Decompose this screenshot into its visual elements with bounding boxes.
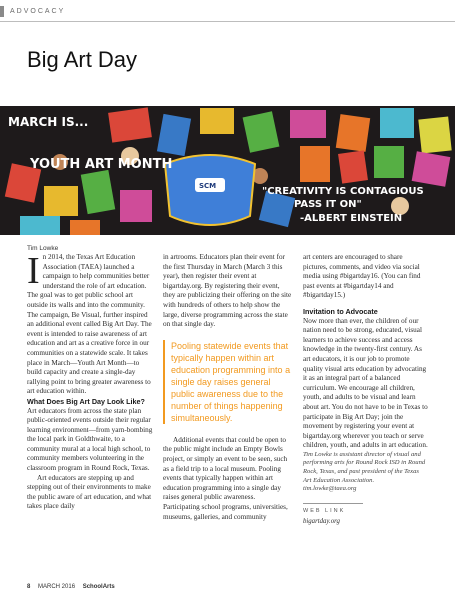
- mural-artwork: [0, 106, 455, 235]
- paragraph: in artrooms. Educators plan their event for the first Thursday in March (March 3 this year), then register their event at bigartday.org. By registering their event, they are publicizing their offering on the site with hundreds of others to help show the large, diverse programming across the state on that single day.: [163, 253, 292, 329]
- banner-quote-line-1: "CREATIVITY IS CONTAGIOUS: [262, 186, 424, 197]
- page-title: Big Art Day: [27, 47, 138, 72]
- magazine-name: SchoolArts: [82, 584, 115, 590]
- issue-date: MARCH 2016: [38, 584, 76, 590]
- intro-paragraph: In 2014, the Texas Art Education Association (TAEA) launched a campaign to help communities better understand the role of art education. The goal was to get public school art outside its walls and into the community. The campaign, Be Visual, further inspired an additional event called Big Art Day. The event is intended to raise awareness of art education and art as a creative force in our communities on a statewide scale. It takes place in March—Youth Art Month—to build capacity and create a single-day rallying point to bring greater awareness to art education within.: [27, 250, 152, 396]
- page-footer: [27, 584, 115, 590]
- article-column-1: [27, 250, 153, 512]
- web-link-label: WEB LINK: [303, 503, 363, 517]
- banner-quote-line-3: -ALBERT EINSTEIN: [300, 213, 403, 224]
- paragraph: Now more than ever, the children of our nation need to be strong, educated, visual learners to achieve success and access knowledge in the twenty-first century. As art educators, it is our job to promote quality visual arts education by advocating it as an integral part of a balanced curriculum. We encourage all children, youth, and adults to be visual and learn about art. You do not have to be in Texas to participate in Big Art Day; join the movement by registering your event at bigartday.org wherever you teach or serve children, youth, and adults in art education.: [303, 316, 428, 450]
- page-number: 8: [27, 584, 31, 590]
- paragraph: Art educators are stepping up and stepping out of their environments to make the public aware of art education, and what takes place daily: [27, 473, 152, 511]
- subhead-what-does: What Does Big Art Day Look Like?: [27, 396, 145, 406]
- byline: Tim Lowke: [27, 245, 59, 252]
- web-link[interactable]: bigartday.org: [303, 518, 340, 526]
- subhead-invitation: Invitation to Advocate: [303, 306, 378, 316]
- mural-banner-image: [0, 106, 455, 235]
- banner-line-1: MARCH IS...: [8, 115, 89, 129]
- article-column-2: [163, 253, 293, 522]
- paragraph: Art educators from across the state plan public-oriented events outside their regular learning environment—from yarn-bombing the local park in Goldthwaite, to a community mural at a local high school, to community members volunteering in the classroom program in Round Rock, Texas.: [27, 406, 153, 473]
- paragraph: Additional events that could be open to the public might include an Empty Bowls project, or simply an event to be seen, such as a field trip to a local museum. Pooling events that typically happen within art education programming into a single day raises general public awareness. Participating school programs, universities, museums, galleries, and community: [163, 435, 288, 521]
- section-tag-bar: [0, 6, 4, 17]
- banner-quote-line-2: PASS IT ON": [294, 199, 362, 210]
- banner-badge: SCM: [199, 182, 217, 190]
- pull-quote: Pooling statewide events that typically happen within art education programming into a single day raises general public awareness due to the number of things happening simultaneously.: [163, 340, 293, 424]
- article-column-3: [303, 253, 428, 527]
- drop-cap: I: [27, 250, 40, 292]
- author-bio: Tim Lowke is assistant director of visual and performing arts for Round Rock ISD in Round Rock, Texas, and past president of the Texas Art Education Association. tim.lowke@taea.org: [303, 450, 426, 493]
- banner-line-2: YOUTH ART MONTH: [30, 157, 173, 172]
- section-tag: ADVOCACY: [10, 8, 66, 15]
- paragraph: art centers are encouraged to share pictures, comments, and video via social media using #bigartday16. (You can find past events at #bigartday14 and #bigartday15.): [303, 253, 421, 300]
- header-rule: [0, 21, 455, 22]
